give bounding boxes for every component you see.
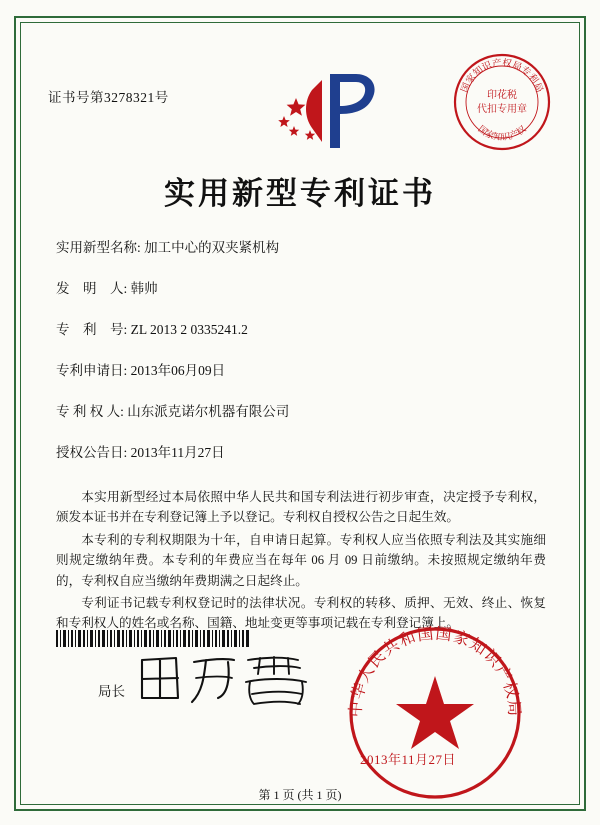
- director-label: 局长: [98, 684, 125, 699]
- field-list: [56, 236, 550, 482]
- field-label: 发 明 人:: [56, 281, 128, 296]
- official-seal: [340, 618, 530, 808]
- field-row: [56, 359, 550, 379]
- paragraph: 本实用新型经过本局依照中华人民共和国专利法进行初步审查，决定授予专利权，颁发本证书并在专利登记簿上予以登记。专利权自授权公告之日起生效。: [56, 490, 546, 525]
- svg-text:中华人民共和国国家知识产权局: 中华人民共和国国家知识产权局: [347, 625, 523, 718]
- svg-text:国家知识产权局专利局: 国家知识产权局专利局: [460, 58, 544, 95]
- field-value: 加工中心的双夹紧机构: [144, 240, 280, 255]
- field-label: 专利申请日:: [56, 363, 128, 378]
- svg-text:国家知识产权: 国家知识产权: [476, 123, 528, 143]
- field-row: [56, 318, 550, 338]
- certificate-number: [48, 86, 169, 106]
- field-label: 专 利 号:: [56, 322, 128, 337]
- field-row: [56, 277, 550, 297]
- svg-text:代扣专用章: 代扣专用章: [477, 104, 527, 115]
- field-label: 授权公告日:: [56, 445, 128, 460]
- sipo-logo-icon: [272, 68, 382, 152]
- field-value: ZL 2013 2 0335241.2: [130, 322, 248, 337]
- barcode: [56, 630, 252, 647]
- certificate-number-label: 证书号第: [48, 90, 104, 105]
- page-footer: 第 1 页 (共 1 页): [258, 788, 342, 802]
- field-value: 2013年06月09日: [130, 363, 226, 378]
- tax-stamp-seal: [450, 50, 554, 154]
- field-value: 山东派克诺尔机器有限公司: [127, 404, 290, 419]
- field-value: 韩帅: [130, 281, 158, 296]
- body-text: [56, 487, 546, 636]
- certificate-content: [40, 40, 560, 802]
- field-label: 专 利 权 人:: [56, 404, 124, 419]
- director-signature: [132, 648, 322, 710]
- certificate-number-value: 3278321: [104, 90, 155, 105]
- field-row: [56, 441, 550, 461]
- paragraph: 本专利的专利权期限为十年，自申请日起算。专利权人应当依照专利法及其实施细则规定缴纳年费。本专利的年费应当在每年 06 月 09 日前缴纳。未按照规定缴纳年费的，专利权自应当缴纳年费期满之日起终止。: [56, 532, 546, 588]
- svg-text:印花税: 印花税: [487, 90, 517, 101]
- seal-date: 2013年11月27日: [360, 752, 457, 767]
- field-label: 实用新型名称:: [56, 240, 141, 255]
- paragraph: 专利证书记载专利权登记时的法律状况。专利权的转移、质押、无效、终止、恢复和专利权人的姓名或名称、国籍、地址变更等事项记载在专利登记簿上。: [56, 595, 546, 631]
- field-row: [56, 400, 550, 420]
- field-row: [56, 236, 550, 256]
- certificate-number-suffix: 号: [154, 90, 169, 105]
- page-title: 实用新型专利证书: [164, 176, 436, 211]
- field-value: 2013年11月27日: [130, 445, 225, 460]
